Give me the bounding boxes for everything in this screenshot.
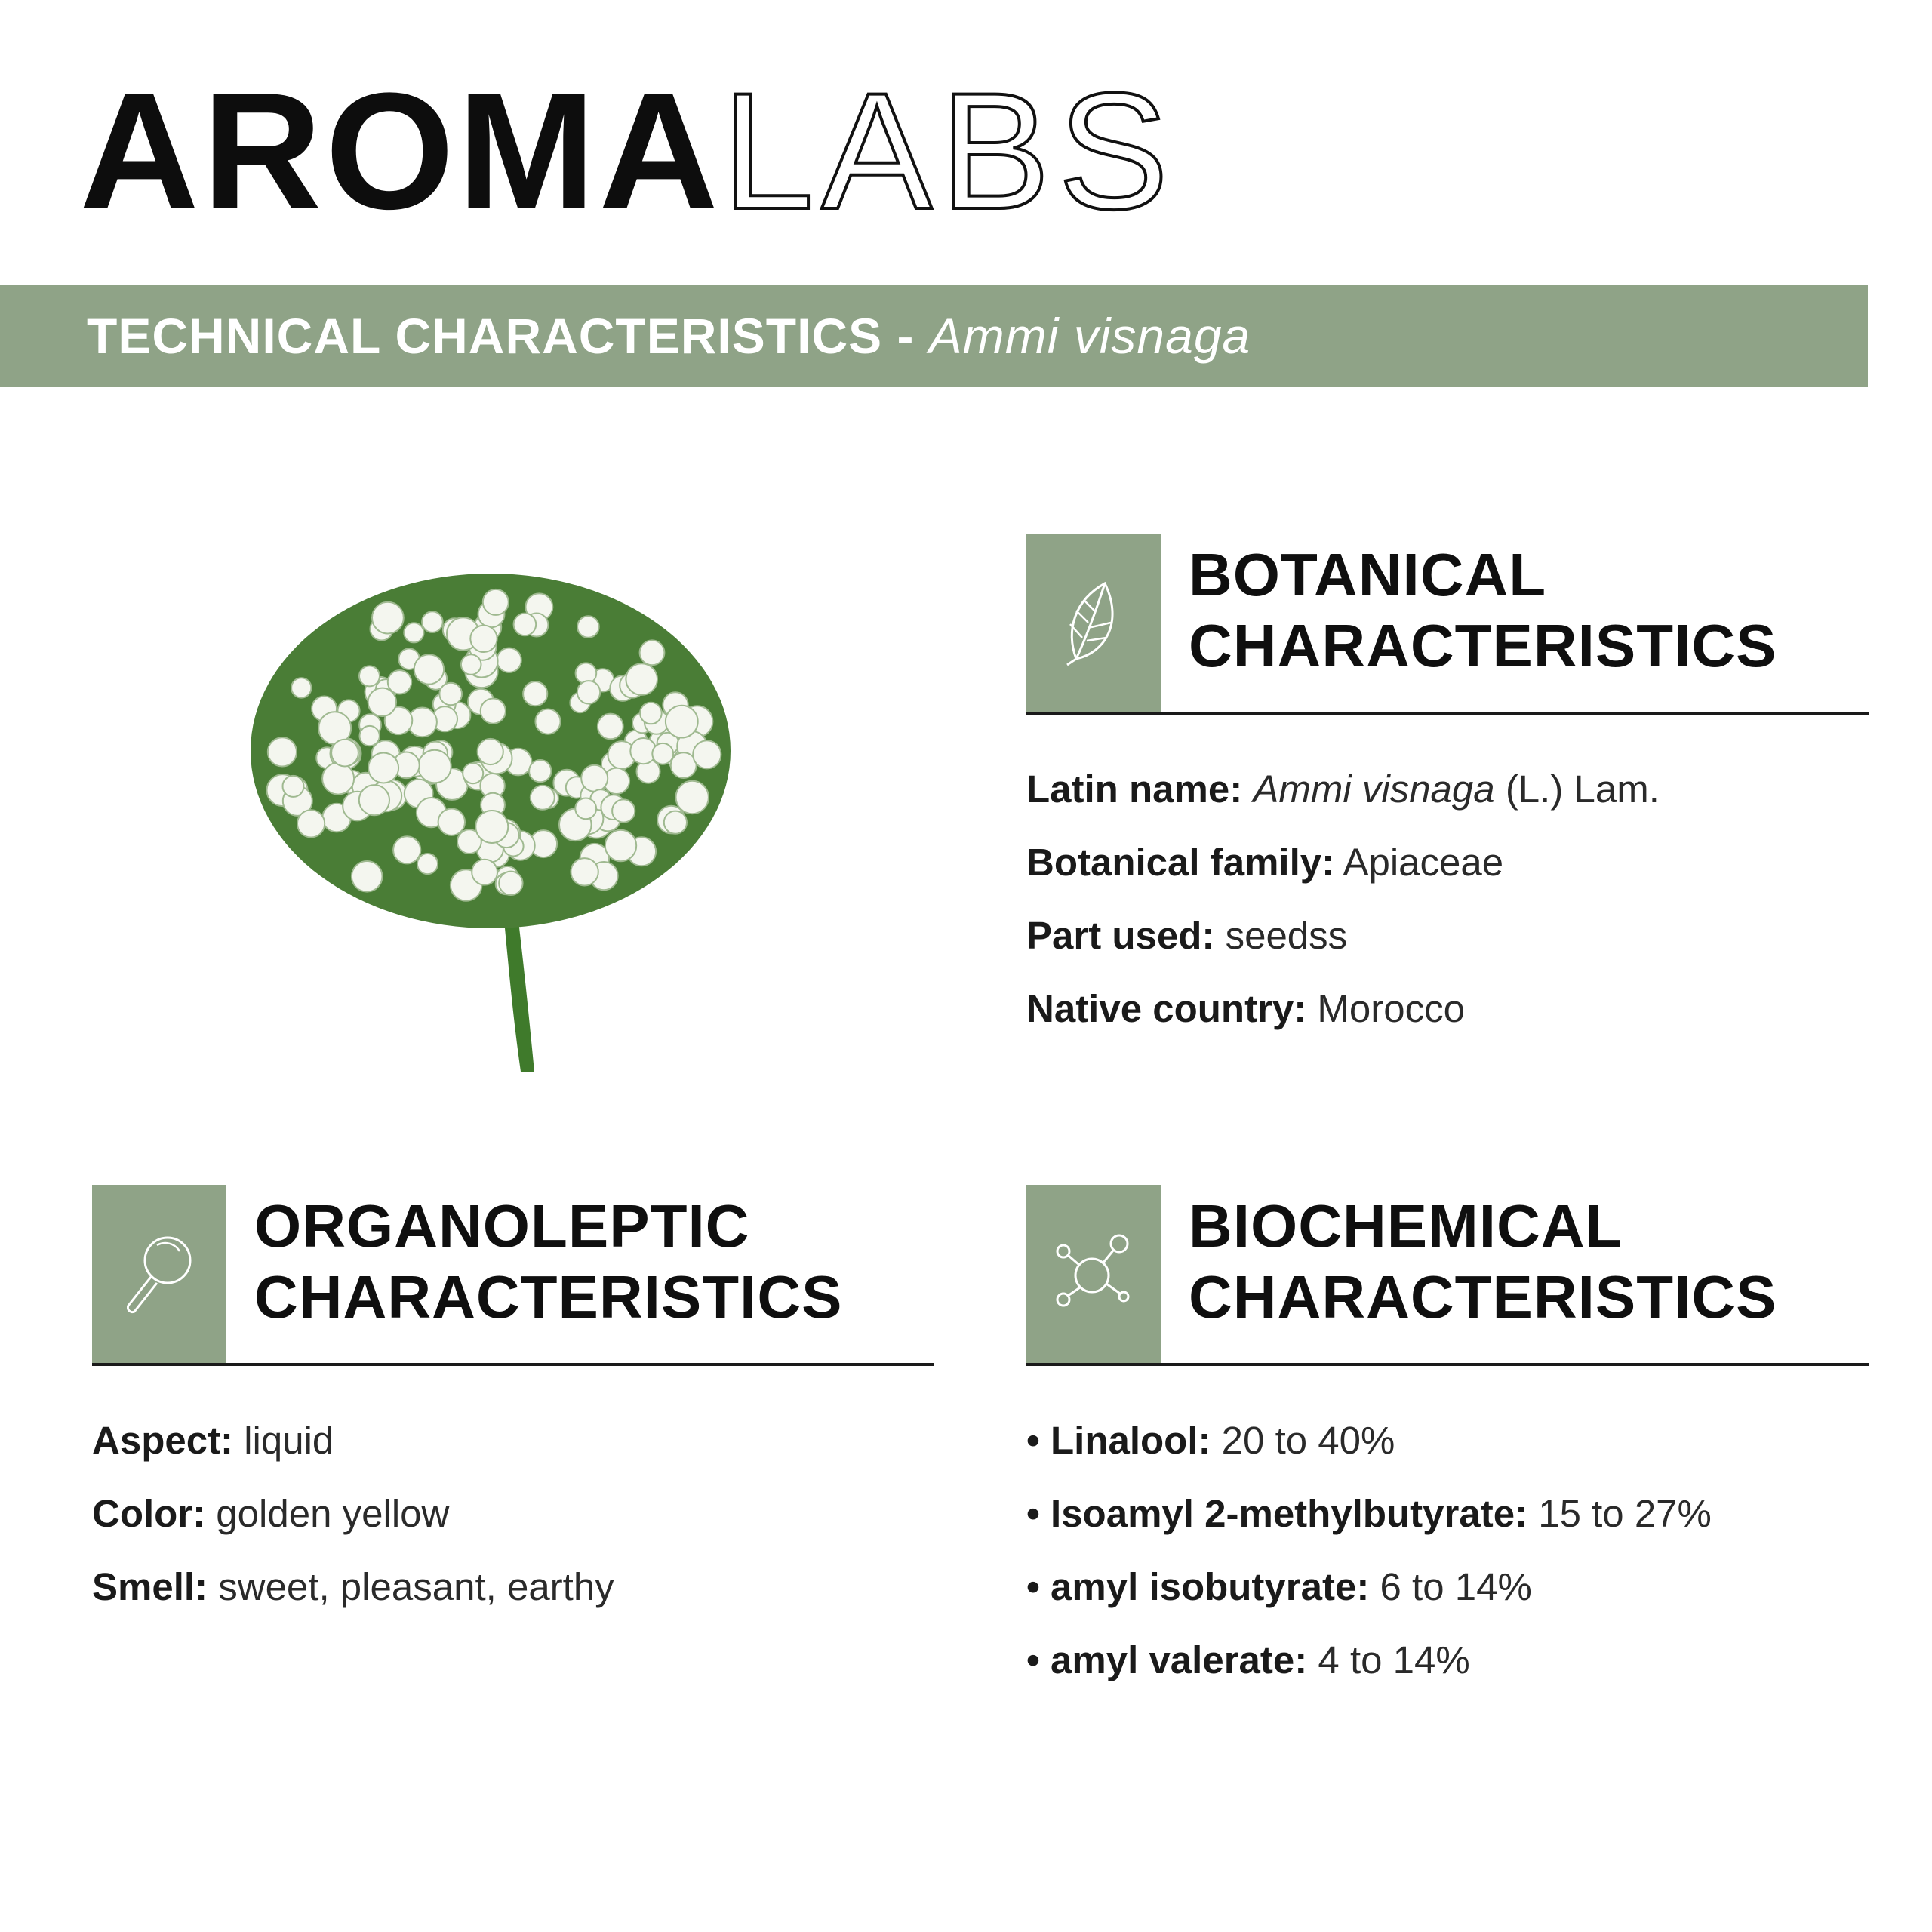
biochemical-title: [1189, 1191, 1777, 1333]
floret: [612, 799, 635, 822]
botanical-family-row: [1026, 826, 1869, 899]
organoleptic-header: [92, 1185, 934, 1366]
floret: [360, 726, 380, 746]
floret: [417, 854, 438, 874]
color-label: Color:: [92, 1492, 206, 1535]
floret: [666, 706, 698, 738]
biochemical-icon-box: [1026, 1185, 1161, 1363]
latin-name-label: Latin name:: [1026, 768, 1243, 811]
floret: [283, 776, 304, 797]
botanical-icon-box: [1026, 534, 1161, 712]
floret: [640, 703, 662, 724]
floret: [368, 753, 398, 783]
floret: [514, 614, 537, 636]
magnifier-icon: [118, 1229, 201, 1319]
latin-name-author: (L.) Lam.: [1494, 768, 1660, 811]
ammi-visnaga-flower-illustration: [249, 570, 762, 1072]
biochemical-header: [1026, 1185, 1869, 1366]
amyl-valerate-label: • amyl valerate:: [1026, 1638, 1308, 1681]
biochemical-list: [1026, 1404, 1869, 1697]
isoamyl-label: • Isoamyl 2-methylbutyrate:: [1026, 1492, 1528, 1535]
floret: [322, 763, 354, 795]
aspect-row: [92, 1404, 934, 1477]
botanical-family-label: Botanical family:: [1026, 841, 1335, 884]
botanical-header: [1026, 534, 1869, 715]
botanical-title-line2: CHARACTERISTICS: [1189, 612, 1777, 679]
botanical-title: [1189, 540, 1777, 681]
molecule-icon: [1048, 1229, 1139, 1319]
part-used-value: seedss: [1214, 914, 1348, 957]
latin-name-value: Ammi visnaga: [1253, 768, 1495, 811]
floret: [478, 739, 503, 764]
floret: [388, 670, 411, 694]
floret: [483, 589, 509, 615]
floret: [463, 763, 483, 783]
linalool-label: • Linalool:: [1026, 1419, 1211, 1462]
isoamyl-row: [1026, 1477, 1869, 1550]
floret: [577, 681, 600, 703]
floret: [640, 640, 665, 665]
amyl-isobutyrate-row: [1026, 1550, 1869, 1623]
brand-logo-thin: LABS: [721, 58, 1177, 244]
floret: [523, 681, 547, 706]
banner-title-text: TECHNICAL CHARACTERISTICS -: [87, 308, 929, 364]
floret: [598, 714, 623, 740]
brand-logo: [79, 58, 1177, 244]
organoleptic-title-line1: ORGANOLEPTIC: [254, 1192, 750, 1260]
botanical-title-line1: BOTANICAL: [1189, 541, 1547, 608]
banner-species: Ammi visnaga: [928, 308, 1251, 364]
native-country-label: Native country:: [1026, 987, 1307, 1030]
organoleptic-icon-box: [92, 1185, 226, 1363]
floret: [652, 743, 673, 764]
organoleptic-title-line2: CHARACTERISTICS: [254, 1263, 843, 1331]
smell-value: sweet, pleasant, earthy: [208, 1565, 614, 1608]
banner-title: [87, 285, 1251, 387]
floret: [693, 740, 721, 768]
botanical-family-value: Apiaceae: [1334, 841, 1504, 884]
smell-label: Smell:: [92, 1565, 208, 1608]
title-banner: [0, 285, 1868, 387]
native-country-value: Morocco: [1306, 987, 1465, 1030]
floret: [472, 860, 497, 885]
floret: [422, 611, 443, 632]
floret: [268, 737, 297, 766]
floret: [438, 809, 465, 835]
linalool-row: [1026, 1404, 1869, 1477]
floret: [575, 798, 596, 820]
linalool-value: 20 to 40%: [1211, 1419, 1395, 1462]
biochemical-title-line2: CHARACTERISTICS: [1189, 1263, 1777, 1331]
floret: [439, 683, 462, 706]
floret: [676, 781, 709, 814]
smell-row: [92, 1550, 934, 1623]
color-value: golden yellow: [205, 1492, 450, 1535]
amyl-valerate-value: 4 to 14%: [1307, 1638, 1470, 1681]
floret: [352, 861, 383, 892]
amyl-isobutyrate-value: 6 to 14%: [1369, 1565, 1532, 1608]
aspect-value: liquid: [233, 1419, 334, 1462]
floret: [531, 786, 555, 810]
floret: [626, 663, 657, 695]
organoleptic-list: [92, 1404, 934, 1623]
floret: [571, 858, 598, 885]
organoleptic-section: [92, 1185, 934, 1623]
biochemical-title-line1: BIOCHEMICAL: [1189, 1192, 1623, 1260]
floret: [581, 765, 608, 792]
floret: [481, 699, 506, 724]
botanical-section: [1026, 534, 1869, 1045]
amyl-valerate-row: [1026, 1623, 1869, 1697]
floret: [368, 688, 396, 716]
floret: [461, 654, 481, 675]
floret: [535, 709, 560, 734]
floret: [470, 626, 497, 652]
botanical-list: [1026, 752, 1869, 1045]
floret: [291, 678, 311, 697]
floret: [577, 616, 599, 638]
floret: [605, 830, 636, 861]
part-used-label: Part used:: [1026, 914, 1215, 957]
organoleptic-title: [254, 1191, 842, 1333]
floret: [475, 811, 508, 843]
floret: [393, 836, 420, 863]
floret: [497, 648, 521, 672]
floret: [404, 623, 423, 642]
floret: [331, 740, 358, 767]
floret: [664, 811, 687, 834]
native-country-row: [1026, 972, 1869, 1045]
floret: [529, 760, 551, 782]
floret: [297, 810, 325, 837]
floret: [499, 872, 522, 895]
amyl-isobutyrate-label: • amyl isobutyrate:: [1026, 1565, 1370, 1608]
floret: [372, 602, 404, 634]
leaf-icon: [1060, 577, 1128, 668]
part-used-row: [1026, 899, 1869, 972]
aspect-label: Aspect:: [92, 1419, 234, 1462]
floret: [359, 666, 380, 686]
isoamyl-value: 15 to 27%: [1527, 1492, 1712, 1535]
latin-name-row: [1026, 752, 1869, 826]
floret: [359, 785, 389, 815]
floret: [414, 654, 444, 684]
brand-logo-bold: AROMA: [79, 58, 722, 244]
floret: [418, 750, 451, 783]
biochemical-section: [1026, 1185, 1869, 1697]
color-row: [92, 1477, 934, 1550]
